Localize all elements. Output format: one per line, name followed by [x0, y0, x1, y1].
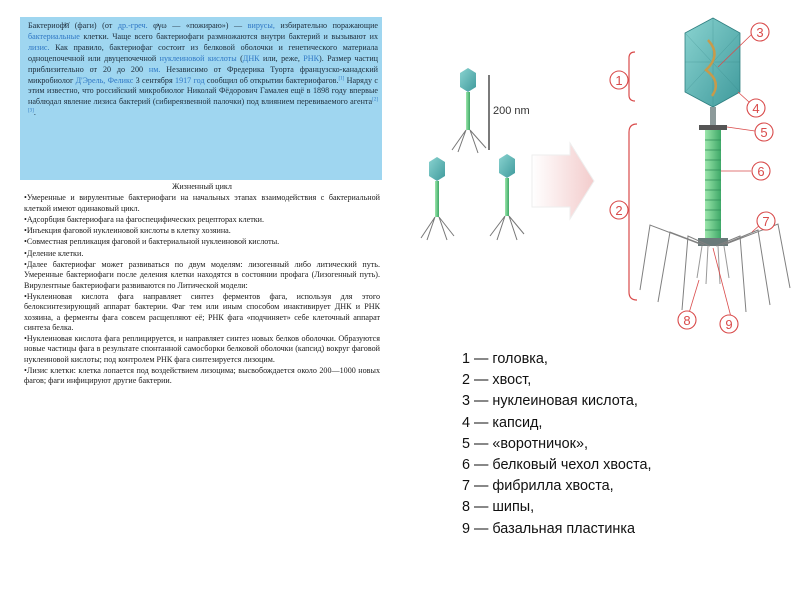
intro-text: ( — [240, 53, 243, 63]
intro-link[interactable]: лизис. — [28, 42, 50, 52]
intro-link[interactable]: РНК — [303, 53, 320, 63]
tail-fibers — [452, 130, 486, 153]
phage-micrograph-b — [421, 157, 454, 240]
neck — [710, 107, 716, 125]
legend-item: 8 — шипы, — [462, 499, 535, 516]
life-cycle-item: •Деление клетки. — [24, 248, 84, 258]
life-cycle-item: •Лизис клетки: клетка лопается под воздействием лизоцима; высвобождается около 200—1000 новых фагов; фаги инфицируют другие бактерии. — [24, 366, 380, 386]
phage-tail — [435, 181, 439, 217]
legend-item: 2 — хвост, — [462, 372, 532, 389]
callout-6: 6 — [757, 164, 765, 179]
phage-micrograph-a — [452, 68, 486, 153]
collar — [699, 125, 727, 130]
legend-item: 4 — капсид, — [462, 414, 543, 431]
life-cycle-item: •Умеренные и вирулентные бактериофаги на начальных этапах взаимодействия с бактериальной клеткой имеют одинаковый цикл. — [24, 193, 380, 213]
phage-head — [460, 68, 476, 92]
intro-link[interactable]: др.-греч. — [117, 21, 148, 30]
intro-link[interactable]: ДНК — [242, 53, 260, 63]
intro-text: Наряду с этим известно, что российский микробиолог Николай Фёдорович Гамалея ещё в 1898 году впервые наблюдал явление лизиса бактерий (сибиреязвенной палочки) под влиянием перевиваемого агента — [28, 75, 378, 107]
callout-4: 4 — [752, 101, 760, 116]
legend-item: 9 — базальная пластинка — [462, 520, 635, 537]
intro-text: φ — [153, 21, 158, 30]
intro-text: и (фаги) (от — [64, 21, 113, 30]
life-cycle-item: •Совместная репликация фаговой и бактериальной нуклеиновой кислоты. — [24, 237, 280, 247]
life-cycle-title: Жизненный цикл — [172, 182, 232, 191]
callout-3: 3 — [756, 25, 764, 40]
spikes — [697, 246, 729, 284]
legend-item: 3 — нуклеиновая кислота, — [462, 393, 638, 410]
intro-link[interactable]: нуклеиновой кислоты — [159, 53, 237, 63]
tail-bracket — [629, 124, 637, 300]
tail-fibers — [490, 216, 524, 240]
legend-item: 7 — фибрилла хвоста, — [462, 478, 614, 495]
life-cycle-item: •Адсорбция бактериофага на фагоспецифических рецепторах клетки. — [24, 214, 265, 224]
legend-item: 6 — белковый чехол хвоста, — [462, 457, 652, 474]
callout-1: 1 — [615, 73, 623, 88]
intro-text: или, реже, — [262, 53, 300, 63]
intro-text: γω — «пожираю») — — [157, 21, 243, 30]
intro-link[interactable]: вирусы, — [247, 21, 275, 30]
tail-sheath — [705, 130, 721, 238]
callout-9: 9 — [725, 317, 733, 332]
leader-5 — [727, 127, 755, 131]
life-cycle-item: •Далее бактериофаг может развиваться по двум моделям: лизогенный либо литический путь. Умеренные бактериофаги после деления клетки находятся в состоянии профага (Лизогенный путь). Вирулентные бактериофаги развиваются по Литической модели: — [24, 260, 380, 290]
bacteriophage-figure — [420, 0, 800, 345]
phage-tail — [466, 92, 470, 130]
intro-link[interactable]: нм. — [148, 64, 161, 74]
intro-text: . — [33, 108, 36, 118]
head-bracket — [629, 52, 635, 101]
phage-tail — [505, 178, 509, 216]
intro-text: Независимо от Фредерика Туорта французско-канадский микробиолог — [28, 64, 378, 85]
legend-item: 5 — «воротничок», — [462, 435, 588, 452]
intro-text: 3 сентября — [135, 75, 173, 85]
leader-4 — [738, 92, 749, 102]
life-cycle-item: •Нуклеиновая кислота фага реплицируется, и направляет синтез новых белков оболочки. Образуются новые частицы фага в результате спонтанной самосборки белковой оболочки (капсид) вокруг фаговой нуклеиновой кислоты; под контролем РНК фага синтезируется лизоцим. — [24, 334, 380, 364]
intro-link[interactable]: Д'Эрель, Феликс — [75, 75, 134, 85]
intro-text: избирательно поражающие — [280, 21, 379, 30]
phage-head — [429, 157, 445, 181]
legend-item: 1 — головка, — [462, 351, 548, 367]
intro-link[interactable]: бактериальные — [28, 31, 80, 41]
scale-label: 200 nm — [493, 105, 530, 117]
life-cycle-item: •Нуклеиновая кислота фага направляет синтез ферментов фага, используя для этого белоксинтезирующий аппарат бактерии. Фаг тем или иным способом инактивирует ДНК и РНК хозяина, а ферменты фага совсем расщепляют её; РНК фага «подчиняет» себе клеточный аппарат синтеза белка. — [24, 291, 380, 332]
callout-5: 5 — [760, 125, 768, 140]
intro-text: сообщил об открытии бактериофагов. — [206, 75, 339, 85]
callout-7: 7 — [762, 214, 770, 229]
intro-text: ). Размер частиц приблизительно от 20 до 200 — [28, 53, 378, 74]
arrow — [532, 143, 594, 219]
intro-text: Бактериоф — [28, 21, 65, 30]
life-cycle-item: •Инъекция фаговой нуклеиновой кислоты в клетку хозяина. — [24, 226, 231, 236]
phage-micrograph-c — [490, 154, 524, 240]
intro-link[interactable]: 1917 год — [175, 75, 205, 85]
leader-9 — [713, 248, 731, 317]
phage-head — [499, 154, 515, 178]
intro-text: Как правило, бактериофаг состоит из белковой оболочки и генетического материала одноцепочечной или двуцепочечной — [28, 42, 378, 63]
intro-paragraph — [20, 17, 382, 180]
life-cycle-section — [24, 182, 380, 388]
intro-text: клетки. Чаще всего бактериофаги размножаются внутри бактерий и вызывают их — [83, 31, 378, 41]
tail-fibers — [421, 217, 454, 240]
leader-8 — [689, 280, 699, 313]
callout-2: 2 — [615, 203, 623, 218]
figure-legend — [462, 349, 652, 540]
footnote-link[interactable]: [2] [3] — [28, 97, 378, 114]
footnote-link[interactable]: [1] — [338, 75, 345, 81]
callout-8: 8 — [683, 313, 691, 328]
